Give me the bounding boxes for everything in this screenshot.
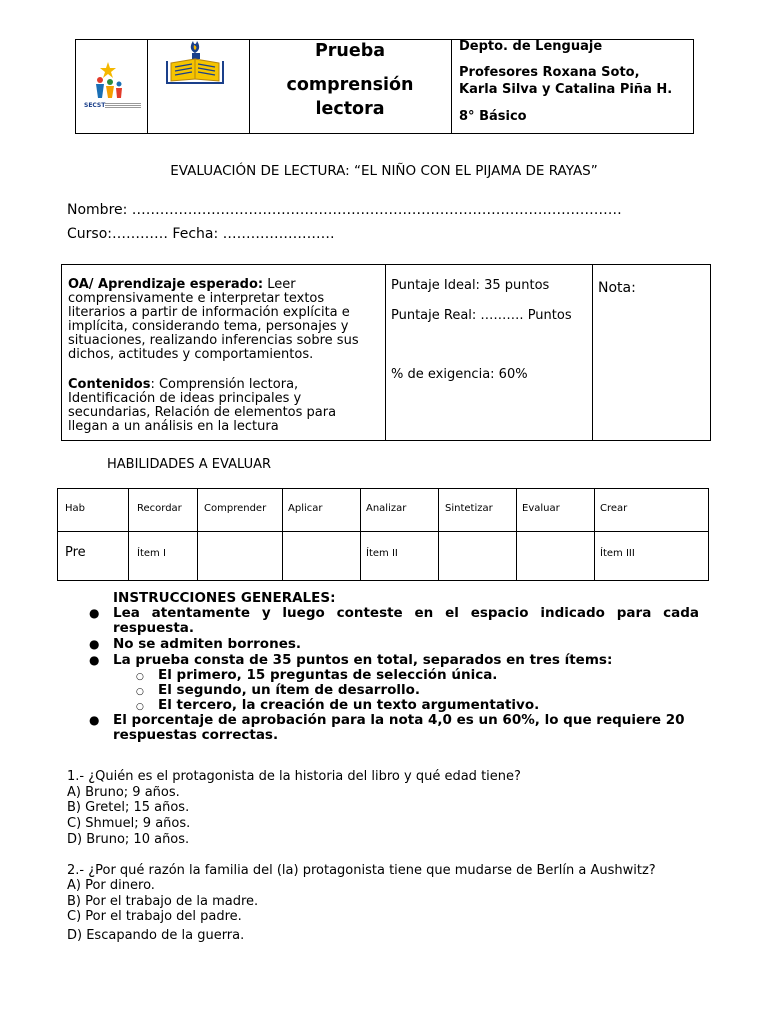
- nombre-field[interactable]: Nombre: ……………………………………………………………………………………………: [67, 202, 622, 218]
- hab-row-cell: Ítem II: [366, 548, 398, 559]
- contenidos-first: : Comprensión lectora,: [150, 377, 299, 392]
- grade: 8° Básico: [459, 109, 527, 124]
- habilidades-title: HABILIDADES A EVALUAR: [107, 457, 272, 472]
- hab-header: Analizar: [366, 503, 407, 514]
- exigencia: % de exigencia: 60%: [391, 367, 528, 382]
- hab-header: Recordar: [137, 503, 182, 514]
- bullet-icon: ●: [89, 606, 100, 620]
- sub-bullet-icon: ○: [136, 702, 144, 712]
- bullet-icon: ●: [89, 653, 100, 667]
- contenidos-label: Contenidos: [68, 377, 151, 392]
- instruction-1-cont: respuesta.: [113, 620, 195, 636]
- instruction-4: El porcentaje de aprobación para la nota 4,0 es un 60%, lo que requiere 20: [113, 712, 685, 728]
- nota-label: Nota:: [598, 280, 636, 296]
- question-2: 2.- ¿Por qué razón la familia del (la) protagonista tiene que mudarse de Berlín a Aushwitz?: [67, 863, 656, 878]
- contenidos-line: Identificación de ideas principales y: [68, 391, 302, 406]
- instruction-3-sub-1: El primero, 15 preguntas de selección única.: [158, 667, 498, 683]
- evaluation-title: EVALUACIÓN DE LECTURA: “EL NIÑO CON EL PIJAMA DE RAYAS”: [170, 163, 598, 179]
- hab-header: Aplicar: [288, 503, 323, 514]
- teachers-line-2: Karla Silva y Catalina Piña H.: [459, 82, 673, 97]
- question-1-option-d[interactable]: D) Bruno; 10 años.: [67, 832, 190, 847]
- oa-line: implícita, considerando tema, personajes y: [68, 319, 349, 334]
- bullet-icon: ●: [89, 713, 100, 727]
- teachers-line-1: Profesores Roxana Soto,: [459, 65, 640, 80]
- instruction-3-sub-3: El tercero, la creación de un texto argumentativo.: [158, 697, 540, 713]
- instructions-title: INSTRUCCIONES GENERALES:: [113, 590, 336, 606]
- hab-header: Hab: [65, 503, 85, 514]
- test-title-line-3: lectora: [315, 99, 385, 119]
- oa-first-word: Leer: [263, 277, 296, 292]
- test-title: [250, 39, 450, 121]
- habilidades-table: [57, 488, 709, 581]
- department: Depto. de Lenguaje: [459, 39, 603, 54]
- question-2-option-b[interactable]: B) Por el trabajo de la madre.: [67, 894, 259, 909]
- hab-header: Sintetizar: [445, 503, 493, 514]
- contenidos-line: llegan a un análisis en la lectura: [68, 419, 279, 434]
- question-2-option-d[interactable]: D) Escapando de la guerra.: [67, 928, 245, 943]
- hab-row-cell: Pre: [65, 545, 86, 560]
- oa-label: OA/ Aprendizaje esperado:: [68, 277, 264, 292]
- instruction-1: Lea atentamente y luego conteste en el espacio indicado para cada: [113, 605, 699, 621]
- hab-row-cell: Ítem I: [137, 548, 166, 559]
- bullet-icon: ●: [89, 637, 100, 651]
- secst-logo-subtext: [105, 103, 141, 108]
- oa-line: comprensivamente e interpretar textos: [68, 291, 325, 306]
- curso-fecha-field[interactable]: Curso:………… Fecha: ……………………: [67, 226, 335, 242]
- question-2-option-c[interactable]: C) Por el trabajo del padre.: [67, 909, 242, 924]
- sub-bullet-icon: ○: [136, 687, 144, 697]
- hab-header: Comprender: [204, 503, 267, 514]
- instruction-3-sub-2: El segundo, un ítem de desarrollo.: [158, 682, 421, 698]
- instruction-4-cont: respuestas correctas.: [113, 727, 279, 743]
- secst-logo-text: SECST: [84, 102, 106, 109]
- oa-line: literarios a partir de información explícita e: [68, 305, 350, 320]
- school-crest-logo: [163, 39, 229, 85]
- oa-text-block: [68, 278, 380, 434]
- test-title-line-1: Prueba: [314, 41, 386, 61]
- oa-line: situaciones, realizando inferencias sobre sus: [68, 333, 359, 348]
- question-1-option-a[interactable]: A) Bruno; 9 años.: [67, 785, 180, 800]
- puntaje-real: Puntaje Real: ………. Puntos: [391, 308, 572, 323]
- instruction-3: La prueba consta de 35 puntos en total, separados en tres ítems:: [113, 652, 613, 668]
- hab-header: Evaluar: [522, 503, 560, 514]
- contenidos-line: secundarias, Relación de elementos para: [68, 405, 337, 420]
- puntaje-ideal: Puntaje Ideal: 35 puntos: [391, 278, 550, 293]
- test-title-line-2: comprensión: [286, 75, 414, 95]
- hab-header: Crear: [600, 503, 628, 514]
- instruction-2: No se admiten borrones.: [113, 636, 302, 652]
- question-1-option-c[interactable]: C) Shmuel; 9 años.: [67, 816, 191, 831]
- sub-bullet-icon: ○: [136, 672, 144, 682]
- oa-line: dichos, actitudes y comportamientos.: [68, 347, 314, 362]
- question-1: 1.- ¿Quién es el protagonista de la historia del libro y qué edad tiene?: [67, 769, 521, 784]
- hab-row-cell: Ítem III: [600, 548, 635, 559]
- question-1-option-b[interactable]: B) Gretel; 15 años.: [67, 800, 190, 815]
- question-2-option-a[interactable]: A) Por dinero.: [67, 878, 155, 893]
